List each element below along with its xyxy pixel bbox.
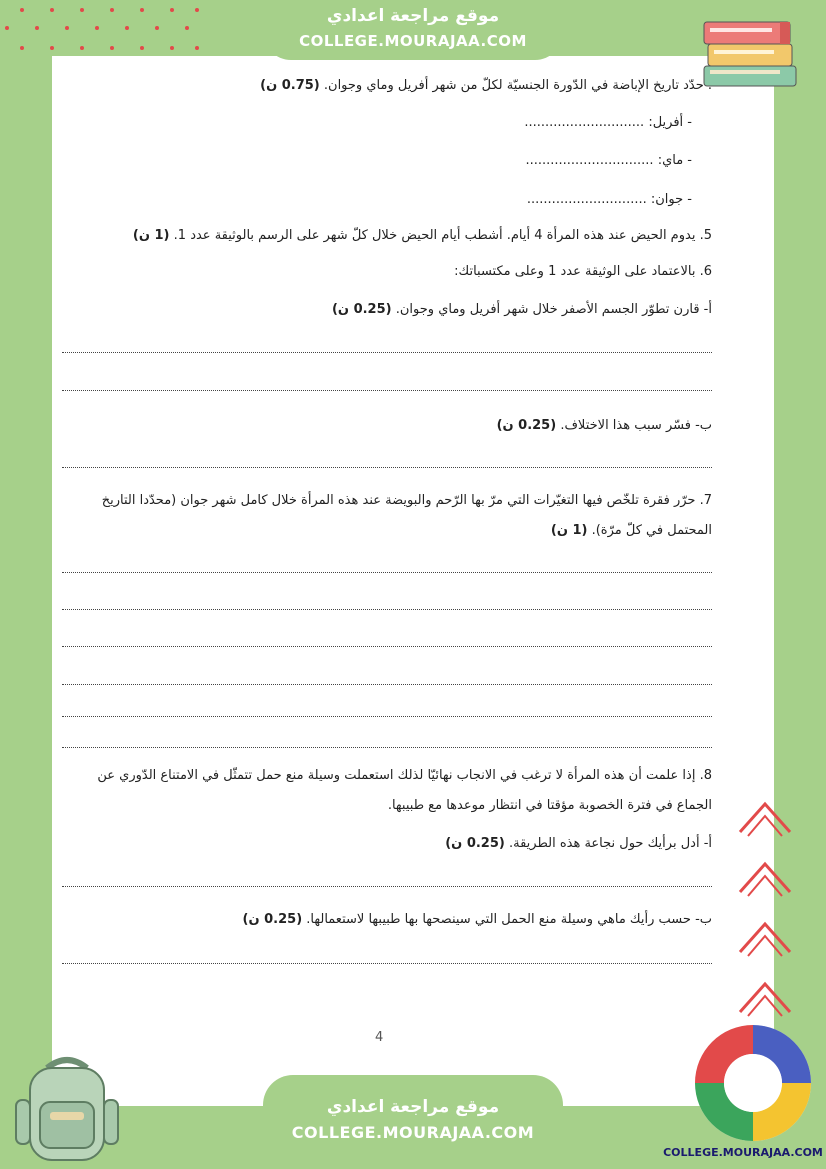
question-5-text: 5. يدوم الحيض عند هذه المرأة 4 أيام. أشطب أيام الحيض خلال كلّ شهر على الرسم بالوثيقة عدد 1.	[173, 228, 712, 243]
chevron-up-icon	[736, 972, 794, 1020]
question-5-points: (1 ن)	[132, 228, 170, 243]
answer-line[interactable]	[62, 716, 712, 717]
answer-dots[interactable]: .............................	[526, 192, 647, 207]
site-url[interactable]: COLLEGE.MOURAJAA.COM	[299, 32, 527, 50]
answer-line[interactable]	[62, 747, 712, 748]
question-8b-text: ب- حسب رأيك ماهي وسيلة منع الحمل التي سينصحها بها طبيبها لاستعمالها.	[306, 912, 712, 927]
site-title: موقع مراجعة اعدادي	[326, 1097, 500, 1117]
question-6a-points: (0.25 ن)	[331, 302, 392, 317]
answer-line[interactable]	[62, 684, 712, 685]
question-4-text: . حدّد تاريخ الإباضة في الدّورة الجنسيّة لكلّ من شهر أفريل وماي وجوان.	[323, 78, 712, 93]
chevron-up-icon	[736, 912, 794, 960]
answer-line[interactable]	[62, 609, 712, 610]
decorative-dots	[0, 0, 210, 60]
question-8b-points: (0.25 ن)	[242, 912, 303, 927]
question-7	[62, 486, 712, 546]
chevron-up-icon	[736, 792, 794, 840]
backpack-icon	[12, 1050, 122, 1165]
logo-url: COLLEGE.MOURAJAA.COM	[663, 1146, 823, 1159]
answer-line[interactable]	[62, 390, 712, 391]
site-header-tab	[263, 0, 563, 60]
question-8a	[445, 836, 712, 851]
month-june	[527, 192, 692, 207]
question-6-text: 6. بالاعتماد على الوثيقة عدد 1 وعلى مكتسباتك:	[454, 264, 712, 279]
answer-line[interactable]	[62, 467, 712, 468]
question-7-points: (1 ن)	[550, 523, 588, 538]
site-url[interactable]: COLLEGE.MOURAJAA.COM	[291, 1123, 535, 1142]
question-8	[62, 761, 712, 821]
document-page	[52, 56, 774, 1106]
question-6b	[497, 418, 712, 433]
question-8a-text: أ- أدل برأيك حول نجاعة هذه الطريقة.	[508, 836, 712, 851]
month-label: - أفريل:	[648, 115, 692, 130]
site-footer-tab	[263, 1075, 563, 1169]
answer-line[interactable]	[62, 572, 712, 573]
answer-line[interactable]	[62, 352, 712, 353]
question-7-text: 7. حرّر فقرة تلخّص فيها التغيّرات التي مرّ بها الرّحم والبويضة عند هذه المرأة خلال كامل شهر جوان (محدّدا التاريخ المحتمل في كلّ مرّة).	[101, 493, 712, 538]
month-label: - ماي:	[657, 153, 692, 168]
question-4-points: (0.75 ن)	[260, 78, 320, 93]
answer-line[interactable]	[62, 886, 712, 887]
question-6a	[332, 302, 712, 317]
answer-line[interactable]	[62, 963, 712, 964]
month-label: - جوان:	[650, 192, 692, 207]
books-icon	[700, 12, 800, 92]
page-number: 4	[375, 1030, 384, 1045]
question-8-text: 8. إذا علمت أن هذه المرأة لا ترغب في الانجاب نهائيّا لذلك استعملت وسيلة منع حمل تتمثّل في الامتناع الدّوري عن الجماع في فترة الخصوبة مؤقتا في انتظار موعدها مع طبيبها.	[97, 768, 712, 813]
question-8b	[243, 912, 712, 927]
month-may	[525, 153, 692, 168]
question-6a-text: أ- قارن تطوّر الجسم الأصفر خلال شهر أفريل وماي وجوان.	[395, 302, 712, 317]
question-8a-points: (0.25 ن)	[445, 836, 505, 851]
question-6b-text: ب- فسّر سبب هذا الاختلاف.	[560, 418, 712, 433]
question-5	[133, 228, 712, 243]
answer-dots[interactable]: .............................	[524, 115, 645, 130]
answer-line[interactable]	[62, 646, 712, 647]
question-4	[260, 78, 712, 93]
site-logo-icon	[692, 1022, 814, 1144]
site-title: موقع مراجعة اعدادي	[326, 6, 500, 26]
answer-dots[interactable]: ...............................	[525, 153, 654, 168]
month-april	[524, 115, 692, 130]
chevron-up-icon	[736, 852, 794, 900]
question-6b-points: (0.25 ن)	[496, 418, 557, 433]
question-6	[454, 264, 712, 279]
